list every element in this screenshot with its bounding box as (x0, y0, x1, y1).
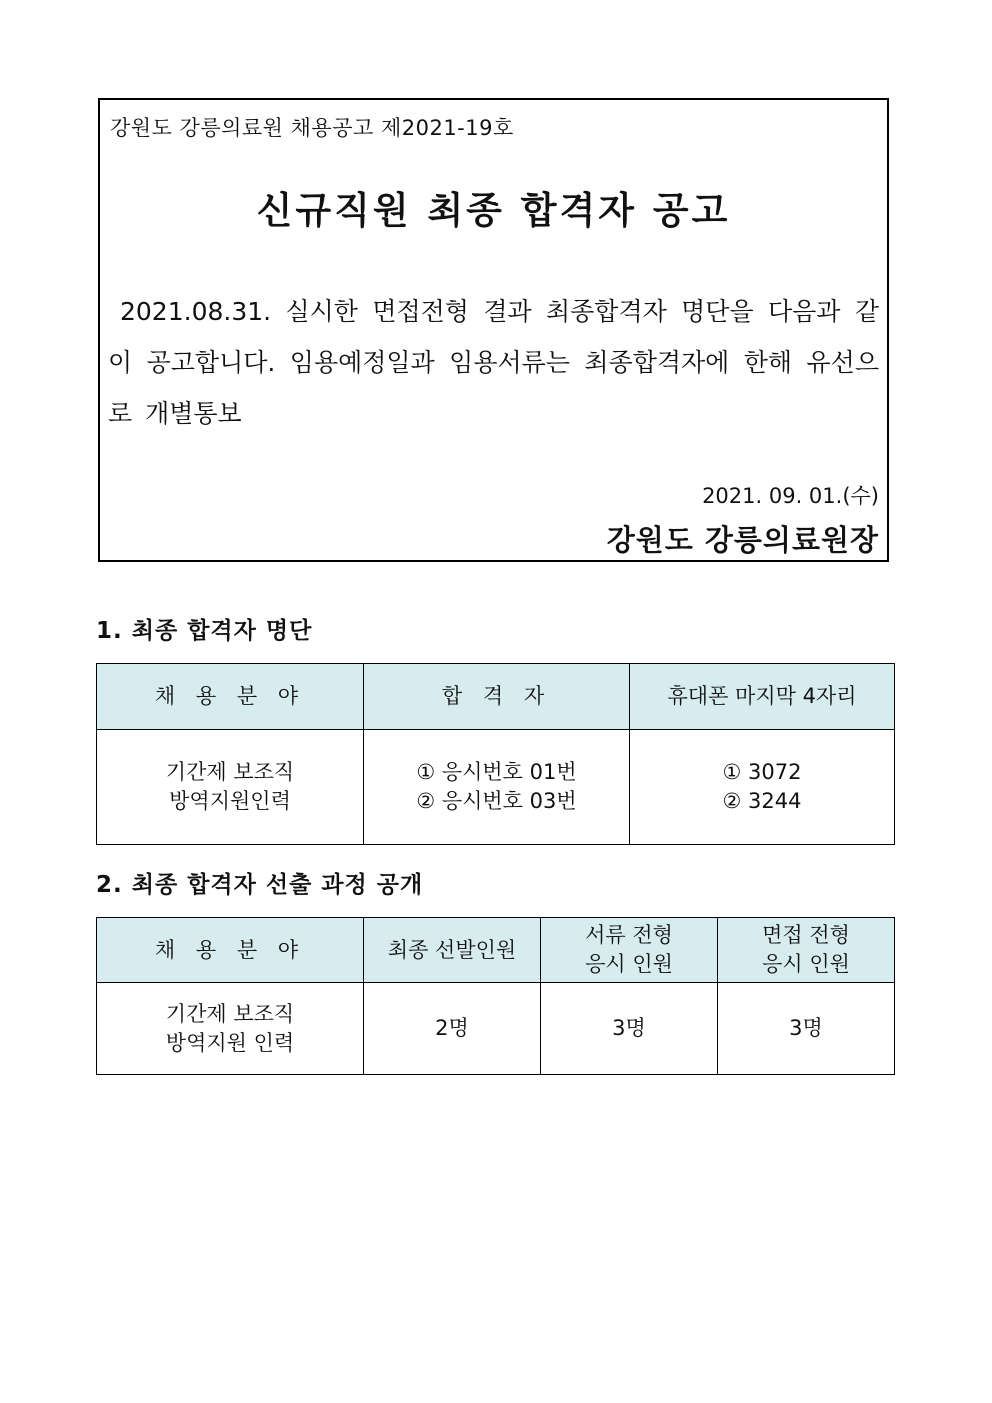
header-interview-applicants (718, 918, 895, 983)
phone-line: ① 3072 (722, 760, 802, 784)
passer-line: ① 응시번호 01번 (416, 760, 577, 784)
table-row (97, 983, 895, 1075)
cell-document-count: 3명 (541, 983, 718, 1075)
header-line: 면접 전형 (762, 923, 850, 947)
header-document-applicants (541, 918, 718, 983)
notice-title: 신규직원 최종 합격자 공고 (256, 189, 731, 232)
selection-process-table (96, 917, 895, 1075)
field-line: 기간제 보조직 (165, 760, 295, 784)
final-passers-table (96, 663, 895, 845)
header-field: 채 용 분 야 (97, 918, 364, 983)
header-line: 응시 인원 (762, 952, 850, 976)
cell-passers (364, 730, 630, 845)
notice-box (98, 98, 889, 562)
header-final-count: 최종 선발인원 (364, 918, 541, 983)
phone-line: ② 3244 (722, 789, 802, 813)
header-passers: 합 격 자 (364, 664, 630, 730)
header-line: 서류 전형 (585, 923, 673, 947)
field-line: 기간제 보조직 (165, 1001, 295, 1026)
notice-body: 2021.08.31. 실시한 면접전형 결과 최종합격자 명단을 다음과 같이 공고합니다. 임용예정일과 임용서류는 최종합격자에 한해 유선으로 개별통보 (108, 297, 879, 428)
field-line: 방역지원인력 (169, 789, 291, 813)
section-1-heading: 1. 최종 합격자 명단 (96, 618, 313, 644)
passer-line: ② 응시번호 03번 (416, 789, 577, 813)
notice-signer: 강원도 강릉의료원장 (606, 523, 879, 557)
notice-number: 강원도 강릉의료원 채용공고 제2021-19호 (110, 116, 514, 140)
cell-interview-count: 3명 (718, 983, 895, 1075)
section-2-heading: 2. 최종 합격자 선출 과정 공개 (96, 872, 424, 898)
cell-final-count: 2명 (364, 983, 541, 1075)
header-field: 채 용 분 야 (97, 664, 364, 730)
header-phone: 휴대폰 마지막 4자리 (630, 664, 895, 730)
table-header-row (97, 664, 895, 730)
cell-field (97, 730, 364, 845)
field-line: 방역지원 인력 (165, 1030, 295, 1055)
cell-field (97, 983, 364, 1075)
notice-date: 2021. 09. 01.(수) (702, 484, 879, 508)
cell-phones (630, 730, 895, 845)
table-header-row (97, 918, 895, 983)
table-row (97, 730, 895, 845)
header-line: 응시 인원 (585, 952, 673, 976)
